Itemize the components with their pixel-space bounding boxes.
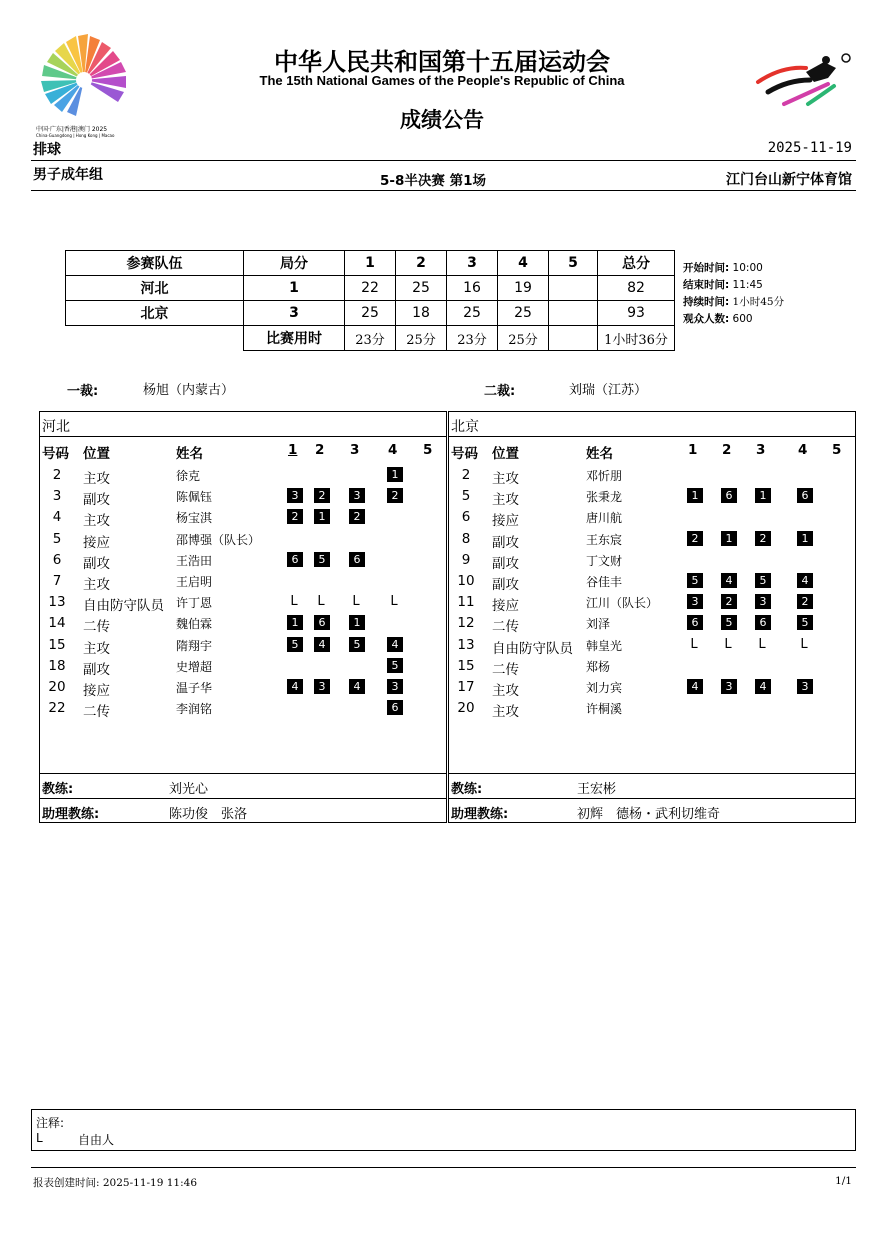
player-position: 副攻 <box>492 534 519 551</box>
column-header-num: 号码 <box>42 446 69 462</box>
starting-position-badge: 5 <box>721 615 737 630</box>
player-name: 张秉龙 <box>586 490 623 505</box>
starting-position-badge: 4 <box>387 637 403 652</box>
player-number: 20 <box>457 700 475 717</box>
assistant-coach-row <box>449 798 855 824</box>
category-label: 男子成年组 <box>33 167 103 183</box>
team-roster-hebei <box>39 411 447 823</box>
coach-name: 王宏彬 <box>577 782 617 797</box>
player-row <box>449 656 855 677</box>
starting-position-badge: 6 <box>349 552 365 567</box>
player-row <box>40 656 446 677</box>
sport-label: 排球 <box>33 142 61 158</box>
player-number: 20 <box>48 679 66 695</box>
libero-marker: L <box>317 594 325 610</box>
starting-position-badge: 5 <box>797 615 813 630</box>
score-table <box>65 250 675 351</box>
player-name: 隋翔宇 <box>176 638 213 653</box>
first-referee: 杨旭（内蒙古） <box>143 383 235 398</box>
player-position: 主攻 <box>83 471 110 487</box>
header-set-1: 1 <box>345 251 396 276</box>
header-set-3: 3 <box>447 251 498 276</box>
player-row <box>449 507 855 528</box>
player-number: 5 <box>52 530 62 547</box>
set-score: 22 <box>345 276 396 301</box>
starting-position-badge: 2 <box>349 509 365 524</box>
starting-position-badge: 2 <box>287 509 303 524</box>
player-row <box>449 529 855 550</box>
starting-position-badge: 6 <box>797 488 813 503</box>
header-set-4: 4 <box>498 251 549 276</box>
player-name: 史增超 <box>176 659 213 674</box>
player-name: 刘泽 <box>586 617 611 632</box>
player-row <box>449 486 855 507</box>
player-name: 唐川航 <box>586 511 623 526</box>
header-set-2: 2 <box>396 251 447 276</box>
player-number: 2 <box>52 467 62 483</box>
player-row <box>40 613 446 634</box>
starting-position-badge: 4 <box>797 573 813 588</box>
player-row <box>449 465 855 486</box>
starting-position-badge: 4 <box>755 679 771 694</box>
player-position: 主攻 <box>83 513 110 530</box>
empty-cell <box>66 326 244 351</box>
starting-position-badge: 1 <box>287 615 303 630</box>
team-header-name: 河北 <box>42 419 70 435</box>
player-row <box>449 698 855 719</box>
set-score: 25 <box>447 301 498 326</box>
column-header-set: 1 <box>688 442 698 458</box>
player-position: 自由防守队员 <box>83 598 164 615</box>
games-title-cn: 中华人民共和国第十五届运动会 <box>274 48 610 76</box>
column-header-set: 3 <box>756 442 766 458</box>
player-position: 二传 <box>83 619 110 636</box>
divider <box>31 190 856 191</box>
assistant-coach-names: 初辉 德杨・武利切维奇 <box>577 807 721 822</box>
player-position: 主攻 <box>492 683 519 699</box>
column-header-pos: 位置 <box>492 446 519 462</box>
set-duration: 25分 <box>396 326 447 351</box>
starting-position-badge: 3 <box>797 679 813 694</box>
column-header-set: 4 <box>798 442 808 458</box>
player-name: 李润铭 <box>176 702 213 717</box>
starting-position-badge: 4 <box>687 679 703 694</box>
player-name: 魏伯霖 <box>176 617 213 632</box>
libero-marker: L <box>390 594 398 610</box>
libero-marker: L <box>690 636 698 652</box>
set-score <box>549 301 598 326</box>
page-number: 1/1 <box>835 1175 852 1187</box>
duration-value: 1小时45分 <box>732 296 785 308</box>
column-header-set: 5 <box>423 442 433 458</box>
player-position: 接应 <box>83 534 110 551</box>
attendance-value: 600 <box>732 313 753 325</box>
player-name: 韩皇光 <box>586 638 623 653</box>
player-position: 副攻 <box>83 492 110 509</box>
starting-position-badge: 5 <box>687 573 703 588</box>
player-position: 接应 <box>492 513 519 530</box>
assistant-coach-label: 助理教练: <box>42 807 100 822</box>
column-header-set: 5 <box>832 442 842 458</box>
start-time-label: 开始时间: <box>683 262 730 274</box>
venue-label: 江门台山新宁体育馆 <box>726 172 852 188</box>
team-roster-beijing <box>448 411 856 823</box>
notes-box <box>31 1109 856 1151</box>
starting-position-badge: 4 <box>349 679 365 694</box>
player-name: 陈佩钰 <box>176 490 213 505</box>
logo-caption: 中国·广东|香港|澳门 2025 <box>36 126 108 133</box>
total-score: 82 <box>598 276 675 301</box>
starting-position-badge: 6 <box>387 700 403 715</box>
divider <box>31 1167 856 1168</box>
player-row <box>40 677 446 698</box>
player-position: 主攻 <box>492 492 519 509</box>
divider <box>31 160 856 161</box>
player-name: 许桐溪 <box>586 702 623 717</box>
starting-position-badge: 5 <box>349 637 365 652</box>
player-position: 接应 <box>83 683 110 699</box>
end-time <box>683 277 763 292</box>
player-name: 徐克 <box>176 469 201 483</box>
set-score <box>549 276 598 301</box>
duration <box>683 294 784 309</box>
starting-position-badge: 4 <box>314 637 330 652</box>
starting-position-badge: 2 <box>387 488 403 503</box>
player-row <box>449 592 855 613</box>
player-position: 接应 <box>492 598 519 615</box>
header-total: 总分 <box>598 251 675 276</box>
score-row <box>66 301 675 326</box>
column-header-name: 姓名 <box>586 446 613 462</box>
sets-won: 3 <box>244 301 345 326</box>
player-number: 10 <box>457 573 475 589</box>
column-header-pos: 位置 <box>83 446 110 462</box>
player-row <box>40 465 446 486</box>
assistant-coach-names: 陈功俊 张洛 <box>169 807 248 822</box>
notes-key: L <box>36 1131 43 1145</box>
starting-position-badge: 4 <box>287 679 303 694</box>
player-name: 丁文财 <box>586 553 623 568</box>
starting-position-badge: 3 <box>687 594 703 609</box>
player-number: 12 <box>457 615 475 632</box>
assistant-coach-row <box>40 798 446 824</box>
set-score: 25 <box>498 301 549 326</box>
player-row <box>449 635 855 656</box>
player-position: 主攻 <box>492 704 519 721</box>
starting-position-badge: 3 <box>314 679 330 694</box>
player-name: 许丁恩 <box>176 596 213 611</box>
sets-won: 1 <box>244 276 345 301</box>
starting-position-badge: 1 <box>687 488 703 503</box>
starting-position-badge: 2 <box>721 594 737 609</box>
starting-position-badge: 2 <box>314 488 330 503</box>
score-row <box>66 276 675 301</box>
starting-position-badge: 6 <box>721 488 737 503</box>
header-sets-won: 局分 <box>244 251 345 276</box>
set-score: 18 <box>396 301 447 326</box>
score-header-row <box>66 251 675 276</box>
player-name: 杨宝淇 <box>176 511 213 526</box>
player-name: 王东宸 <box>586 532 623 547</box>
starting-position-badge: 1 <box>755 488 771 503</box>
header-set-5: 5 <box>549 251 598 276</box>
player-number: 17 <box>457 679 475 695</box>
coach-label: 教练: <box>42 782 74 797</box>
total-score: 93 <box>598 301 675 326</box>
player-row <box>449 550 855 571</box>
team-name: 河北 <box>66 276 244 301</box>
assistant-coach-label: 助理教练: <box>451 807 509 822</box>
player-position: 主攻 <box>83 577 110 593</box>
end-time-value: 11:45 <box>732 279 763 291</box>
player-number: 7 <box>52 573 62 589</box>
starting-position-badge: 5 <box>287 637 303 652</box>
player-number: 6 <box>52 551 62 568</box>
column-header-set: 4 <box>388 442 398 458</box>
column-header-set: 2 <box>315 442 325 458</box>
starting-position-badge: 5 <box>387 658 403 673</box>
team-header <box>449 412 855 437</box>
libero-marker: L <box>800 636 808 652</box>
libero-marker: L <box>758 636 766 652</box>
player-row <box>40 635 446 656</box>
starting-position-badge: 3 <box>349 488 365 503</box>
player-row <box>40 529 446 550</box>
round-label: 5-8半决赛 第1场 <box>380 173 486 189</box>
set-score: 16 <box>447 276 498 301</box>
player-position: 二传 <box>83 704 110 721</box>
player-number: 15 <box>457 657 475 674</box>
player-number: 13 <box>457 636 475 653</box>
column-header-set: 3 <box>350 442 360 458</box>
player-row <box>449 571 855 592</box>
player-name: 王浩田 <box>176 553 213 568</box>
player-number: 11 <box>457 594 475 611</box>
player-row <box>40 507 446 528</box>
set-duration <box>549 326 598 351</box>
player-row <box>40 592 446 613</box>
player-name: 谷佳丰 <box>586 575 623 589</box>
player-position: 自由防守队员 <box>492 640 573 657</box>
coach-row <box>449 773 855 800</box>
end-time-label: 结束时间: <box>683 279 730 291</box>
starting-position-badge: 2 <box>687 531 703 546</box>
player-number: 15 <box>48 636 66 653</box>
column-header-set: 1 <box>288 442 298 458</box>
column-header-name: 姓名 <box>176 446 203 462</box>
starting-position-badge: 6 <box>755 615 771 630</box>
starting-position-badge: 3 <box>721 679 737 694</box>
logo-caption-en: China·Guangdong | Hong Kong | Macao <box>36 133 115 138</box>
duration-label: 持续时间: <box>683 296 730 308</box>
player-number: 14 <box>48 615 66 632</box>
duration-label: 比赛用时 <box>244 326 345 351</box>
set-score: 25 <box>396 276 447 301</box>
player-name: 邓忻朋 <box>586 469 623 483</box>
player-position: 主攻 <box>83 640 110 657</box>
team-name: 北京 <box>66 301 244 326</box>
player-position: 副攻 <box>492 555 519 572</box>
starting-position-badge: 1 <box>721 531 737 546</box>
starting-position-badge: 5 <box>314 552 330 567</box>
starting-position-badge: 1 <box>314 509 330 524</box>
report-created-time: 报表创建时间: 2025-11-19 11:46 <box>33 1177 198 1189</box>
player-row <box>40 486 446 507</box>
set-duration: 25分 <box>498 326 549 351</box>
player-number: 9 <box>461 551 471 568</box>
libero-marker: L <box>352 594 360 610</box>
second-referee-label: 二裁: <box>484 384 516 399</box>
player-row <box>449 613 855 634</box>
player-name: 郑杨 <box>586 659 611 674</box>
player-position: 副攻 <box>83 555 110 572</box>
starting-position-badge: 6 <box>687 615 703 630</box>
set-duration: 23分 <box>345 326 396 351</box>
player-position: 二传 <box>492 619 519 636</box>
player-name: 邵博强（队长） <box>176 532 261 547</box>
header-teams: 参赛队伍 <box>66 251 244 276</box>
player-number: 8 <box>461 530 471 547</box>
player-name: 江川（队长） <box>586 596 659 611</box>
player-name: 王启明 <box>176 575 213 589</box>
starting-position-badge: 1 <box>797 531 813 546</box>
team-header-name: 北京 <box>451 419 479 435</box>
column-header-num: 号码 <box>451 446 478 462</box>
set-score: 25 <box>345 301 396 326</box>
player-row <box>40 550 446 571</box>
player-number: 22 <box>48 700 66 717</box>
notes-desc: 自由人 <box>78 1133 115 1147</box>
starting-position-badge: 6 <box>314 615 330 630</box>
attendance <box>683 311 753 326</box>
total-duration: 1小时36分 <box>598 326 675 351</box>
first-referee-label: 一裁: <box>67 384 99 399</box>
coach-name: 刘光心 <box>169 782 209 797</box>
libero-marker: L <box>290 594 298 610</box>
set-duration: 23分 <box>447 326 498 351</box>
starting-position-badge: 2 <box>755 531 771 546</box>
coach-row <box>40 773 446 800</box>
player-number: 5 <box>461 488 471 505</box>
player-row <box>449 677 855 698</box>
starting-position-badge: 6 <box>287 552 303 567</box>
player-name: 刘力宾 <box>586 681 623 695</box>
starting-position-badge: 2 <box>797 594 813 609</box>
starting-position-badge: 1 <box>387 467 403 482</box>
column-header-set: 2 <box>722 442 732 458</box>
starting-position-badge: 5 <box>755 573 771 588</box>
report-title: 成绩公告 <box>400 108 484 132</box>
player-row <box>40 698 446 719</box>
starting-position-badge: 3 <box>387 679 403 694</box>
report-date: 2025-11-19 <box>767 140 852 156</box>
player-name: 温子华 <box>176 681 213 695</box>
player-number: 2 <box>461 467 471 483</box>
player-number: 4 <box>52 509 62 526</box>
libero-marker: L <box>724 636 732 652</box>
notes-label: 注释: <box>36 1116 65 1130</box>
second-referee: 刘瑞（江苏） <box>569 383 648 398</box>
starting-position-badge: 1 <box>349 615 365 630</box>
player-row <box>40 571 446 592</box>
player-position: 副攻 <box>83 661 110 678</box>
team-header <box>40 412 446 437</box>
player-position: 主攻 <box>492 471 519 487</box>
player-number: 18 <box>48 657 66 674</box>
start-time-value: 10:00 <box>732 262 763 274</box>
set-score: 19 <box>498 276 549 301</box>
player-position: 二传 <box>492 661 519 678</box>
start-time <box>683 260 763 275</box>
player-number: 6 <box>461 509 471 526</box>
duration-row <box>66 326 675 351</box>
starting-position-badge: 3 <box>755 594 771 609</box>
coach-label: 教练: <box>451 782 483 797</box>
player-number: 13 <box>48 594 66 611</box>
games-title-en: The 15th National Games of the People's Republic of China <box>259 73 625 88</box>
starting-position-badge: 4 <box>721 573 737 588</box>
player-position: 副攻 <box>492 577 519 593</box>
starting-position-badge: 3 <box>287 488 303 503</box>
player-number: 3 <box>52 488 62 505</box>
attendance-label: 观众人数: <box>683 313 730 325</box>
